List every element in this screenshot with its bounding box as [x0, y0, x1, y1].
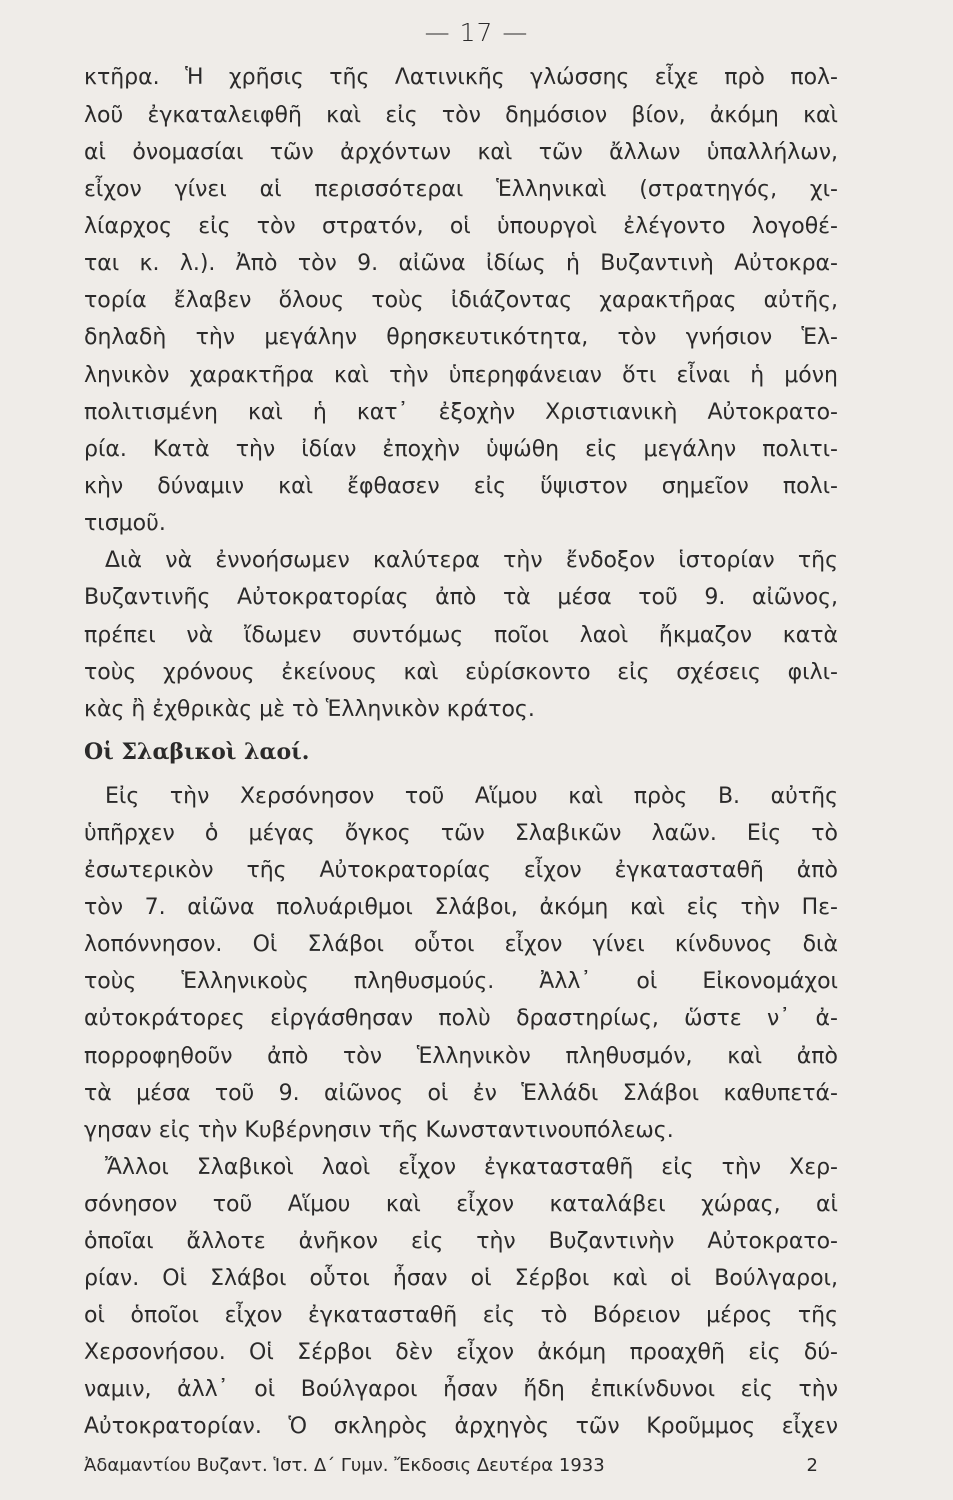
text-line: κτῆρα. Ἡ χρῆσις τῆς Λατινικῆς γλώσσης εἶχε πρὸ πολ-: [84, 65, 838, 90]
text-line: ναμιν, ἀλλ᾽ οἱ Βούλγαροι ἦσαν ἤδη ἐπικίνδυνοι εἰς τὴν: [84, 1377, 838, 1402]
text-line: Αὐτοκρατορίαν. Ὁ σκληρὸς ἀρχηγὸς τῶν Κροῦμμος εἶχεν: [84, 1414, 838, 1439]
text-line: Χερσονήσου. Οἱ Σέρβοι δὲν εἶχον ἀκόμη προαχθῆ εἰς δύ-: [84, 1340, 838, 1365]
text-line: τισμοῦ.: [84, 511, 166, 536]
text-line: Διὰ νὰ ἐννοήσωμεν καλύτερα τὴν ἔνδοξον ἱστορίαν τῆς: [105, 548, 838, 573]
text-line: τὸν 7. αἰῶνα πολυάριθμοι Σλάβοι, ἀκόμη καὶ εἰς τὴν Πε-: [84, 895, 838, 920]
text-line: Βυζαντινῆς Αὐτοκρατορίας ἀπὸ τὰ μέσα τοῦ 9. αἰῶνος,: [84, 585, 838, 610]
section-heading: Οἱ Σλαβικοὶ λαοί.: [84, 739, 310, 765]
text-line: Ἄλλοι Σλαβικοὶ λαοὶ εἶχον ἐγκατασταθῆ εἰς τὴν Χερ-: [105, 1155, 838, 1180]
text-line: κὰς ἢ ἐχθρικὰς μὲ τὸ Ἑλληνικὸν κράτος.: [84, 697, 535, 722]
footer-signature: 2: [806, 1455, 818, 1476]
text-line: τοὺς Ἑλληνικοὺς πληθυσμούς. Ἀλλ᾽ οἱ Εἰκονομάχοι: [84, 969, 838, 994]
text-line: ληνικὸν χαρακτῆρα καὶ τὴν ὑπερηφάνειαν ὅτι εἶναι ἡ μόνη: [84, 363, 838, 388]
text-line: ἐσωτερικὸν τῆς Αὐτοκρατορίας εἶχον ἐγκατασταθῆ ἀπὸ: [84, 858, 838, 883]
text-line: κὴν δύναμιν καὶ ἔφθασεν εἰς ὕψιστον σημεῖον πολι-: [84, 474, 838, 499]
text-line: ται κ. λ.). Ἀπὸ τὸν 9. αἰῶνα ἰδίως ἡ Βυζαντινὴ Αὐτοκρα-: [84, 251, 838, 276]
text-line: ὑπῆρχεν ὁ μέγας ὄγκος τῶν Σλαβικῶν λαῶν. Εἰς τὸ: [84, 821, 838, 846]
text-line: λοπόννησον. Οἱ Σλάβοι οὗτοι εἶχον γίνει κίνδυνος διὰ: [84, 932, 838, 957]
footer: [84, 1452, 838, 1480]
text-line: δηλαδὴ τὴν μεγάλην θρησκευτικότητα, τὸν γνήσιον Ἑλ-: [84, 325, 838, 350]
text-line: πρέπει νὰ ἴδωμεν συντόμως ποῖοι λαοὶ ἤκμαζον κατὰ: [84, 623, 838, 648]
text-line: εἶχον γίνει αἱ περισσότεραι Ἑλληνικαὶ (στρατηγός, χι-: [84, 177, 838, 202]
text-line: τοὺς χρόνους ἐκείνους καὶ εὑρίσκοντο εἰς σχέσεις φιλι-: [84, 660, 838, 685]
text-line: αἱ ὀνομασίαι τῶν ἀρχόντων καὶ τῶν ἄλλων ὑπαλλήλων,: [84, 140, 838, 165]
text-line: τὰ μέσα τοῦ 9. αἰῶνος οἱ ἐν Ἑλλάδι Σλάβοι καθυπετά-: [84, 1081, 838, 1106]
footer-citation: Ἀδαμαντίου Βυζαντ. Ἱστ. Δ΄ Γυμν. Ἔκδοσις Δευτέρα 1933: [84, 1455, 605, 1476]
text-line: αὐτοκράτορες εἰργάσθησαν πολὺ δραστηρίως, ὥστε ν᾽ ἀ-: [84, 1006, 838, 1031]
text-line: ὁποῖαι ἄλλοτε ἀνῆκον εἰς τὴν Βυζαντινὴν Αὐτοκρατο-: [84, 1229, 838, 1254]
text-line: πολιτισμένη καὶ ἡ κατ᾽ ἐξοχὴν Χριστιανικὴ Αὐτοκρατο-: [84, 400, 838, 425]
text-line: λίαρχος εἰς τὸν στρατόν, οἱ ὑπουργοὶ ἐλέγοντο λογοθέ-: [84, 214, 838, 239]
text-line: Εἰς τὴν Χερσόνησον τοῦ Αἵμου καὶ πρὸς Β. αὐτῆς: [105, 784, 838, 809]
text-line: γησαν εἰς τὴν Κυβέρνησιν τῆς Κωνσταντινουπόλεως.: [84, 1118, 674, 1143]
text-line: οἱ ὁποῖοι εἶχον ἐγκατασταθῆ εἰς τὸ Βόρειον μέρος τῆς: [84, 1303, 838, 1328]
text-line: ρίαν. Οἱ Σλάβοι οὗτοι ἦσαν οἱ Σέρβοι καὶ οἱ Βούλγαροι,: [84, 1266, 838, 1291]
page-number: — 17 —: [424, 18, 529, 47]
text-line: σόνησον τοῦ Αἵμου καὶ εἶχον καταλάβει χώρας, αἱ: [84, 1192, 838, 1217]
text-line: τορία ἔλαβεν ὅλους τοὺς ἰδιάζοντας χαρακτῆρας αὐτῆς,: [84, 288, 838, 313]
text-line: πορροφηθοῦν ἀπὸ τὸν Ἑλληνικὸν πληθυσμόν, καὶ ἀπὸ: [84, 1044, 838, 1069]
text-line: λοῦ ἐγκαταλειφθῆ καὶ εἰς τὸν δημόσιον βίον, ἀκόμη καὶ: [84, 103, 838, 128]
text-line: ρία. Κατὰ τὴν ἰδίαν ἐποχὴν ὑψώθη εἰς μεγάλην πολιτι-: [84, 437, 838, 462]
